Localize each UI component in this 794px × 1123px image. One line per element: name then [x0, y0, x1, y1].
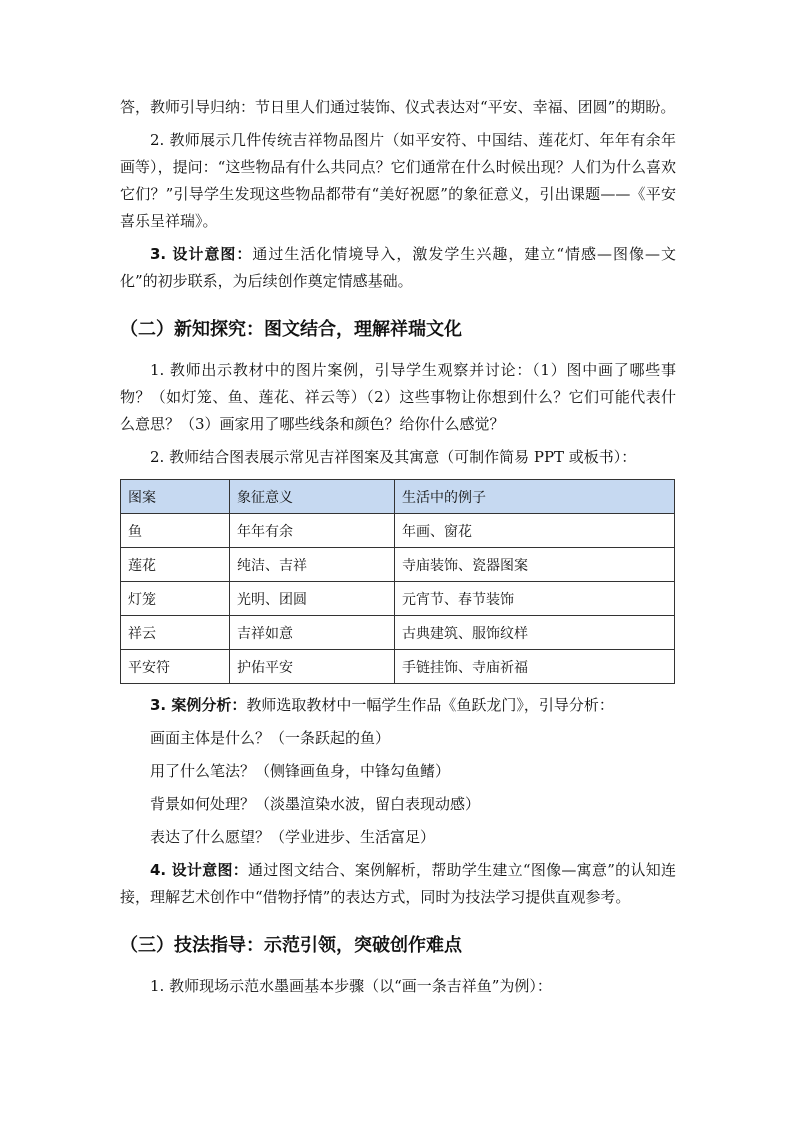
label-case-analysis: 3. 案例分析： — [150, 696, 247, 714]
table-row — [121, 514, 675, 548]
auspicious-patterns-table — [120, 479, 675, 684]
table-cell: 寺庙装饰、瓷器图案 — [395, 548, 675, 582]
table-cell: 纯洁、吉祥 — [230, 548, 395, 582]
table-header-cell: 图案 — [121, 480, 230, 514]
table-cell: 古典建筑、服饰纹样 — [395, 616, 675, 650]
table-cell: 手链挂饰、寺庙祈福 — [395, 650, 675, 684]
text-case-analysis: 教师选取教材中一幅学生作品《鱼跃龙门》，引导分析： — [246, 696, 614, 714]
table-cell: 护佑平安 — [230, 650, 395, 684]
table-cell: 莲花 — [121, 548, 230, 582]
table-cell: 元宵节、春节装饰 — [395, 582, 675, 616]
paragraph-design-intent-2 — [120, 857, 676, 911]
paragraph-demo-steps: 1. 教师现场示范水墨画基本步骤（以“画一条吉祥鱼”为例）： — [150, 977, 552, 995]
table-row — [121, 650, 675, 684]
table-cell: 灯笼 — [121, 582, 230, 616]
table-row — [121, 548, 675, 582]
paragraph-table-intro: 2. 教师结合图表展示常见吉祥图案及其寓意（可制作简易 PPT 或板书）： — [150, 448, 637, 466]
paragraph-intro-summary: 答，教师引导归纳：节日里人们通过装饰、仪式表达对“平安、幸福、团圆”的期盼。 — [120, 98, 676, 116]
paragraph-show-objects: 2. 教师展示几件传统吉祥物品图片（如平安符、中国结、莲花灯、年年有余年画等），提问：“这些物品有什么共同点？它们通常在什么时候出现？人们为什么喜欢它们？”引导学生发现这些物品都带有“美好祝愿”的象征意义，引出课题——《平安喜乐呈祥瑞》。 — [120, 131, 676, 230]
paragraph-observe-discuss: 1. 教师出示教材中的图片案例，引导学生观察并讨论：（1）图中画了哪些事物？（如灯笼、鱼、莲花、祥云等）（2）这些事物让你想到什么？它们可能代表什么意思？（3）画家用了哪些线条和颜色？给你什么感觉？ — [120, 361, 676, 433]
paragraph-design-intent-1 — [120, 241, 676, 295]
table-cell: 鱼 — [121, 514, 230, 548]
text-design-intent-1: 通过生活化情境导入，激发学生兴趣，建立“情感—图像—文化”的初步联系，为后续创作奠定情感基础。 — [120, 245, 677, 290]
label-design-intent-2: 4. 设计意图： — [150, 861, 248, 879]
paragraph-case-analysis — [120, 692, 676, 719]
table-header-cell: 生活中的例子 — [395, 480, 675, 514]
question-line-subject: 画面主体是什么？（一条跃起的鱼） — [150, 729, 391, 747]
table-cell: 吉祥如意 — [230, 616, 395, 650]
question-line-wish: 表达了什么愿望？（学业进步、生活富足） — [150, 828, 436, 846]
table-header-cell: 象征意义 — [230, 480, 395, 514]
document-page — [120, 94, 676, 1000]
table-cell: 祥云 — [121, 616, 230, 650]
table-row — [121, 582, 675, 616]
table-cell: 年画、窗花 — [395, 514, 675, 548]
question-line-brush: 用了什么笔法？（侧锋画鱼身，中锋勾鱼鳍） — [150, 762, 451, 780]
text-design-intent-2: 通过图文结合、案例解析，帮助学生建立“图像—寓意”的认知连接，理解艺术创作中“借物抒情”的表达方式，同时为技法学习提供直观参考。 — [120, 861, 676, 906]
question-line-background: 背景如何处理？（淡墨渲染水波，留白表现动感） — [150, 795, 481, 813]
label-design-intent-1: 3. 设计意图： — [150, 245, 253, 263]
table-cell: 光明、团圆 — [230, 582, 395, 616]
table-row — [121, 616, 675, 650]
table-cell: 平安符 — [121, 650, 230, 684]
table-cell: 年年有余 — [230, 514, 395, 548]
section-heading-technique: （三）技法指导：示范引领，突破创作难点 — [120, 935, 462, 956]
section-heading-explore: （二）新知探究：图文结合，理解祥瑞文化 — [120, 319, 462, 340]
table-header-row — [121, 480, 675, 514]
